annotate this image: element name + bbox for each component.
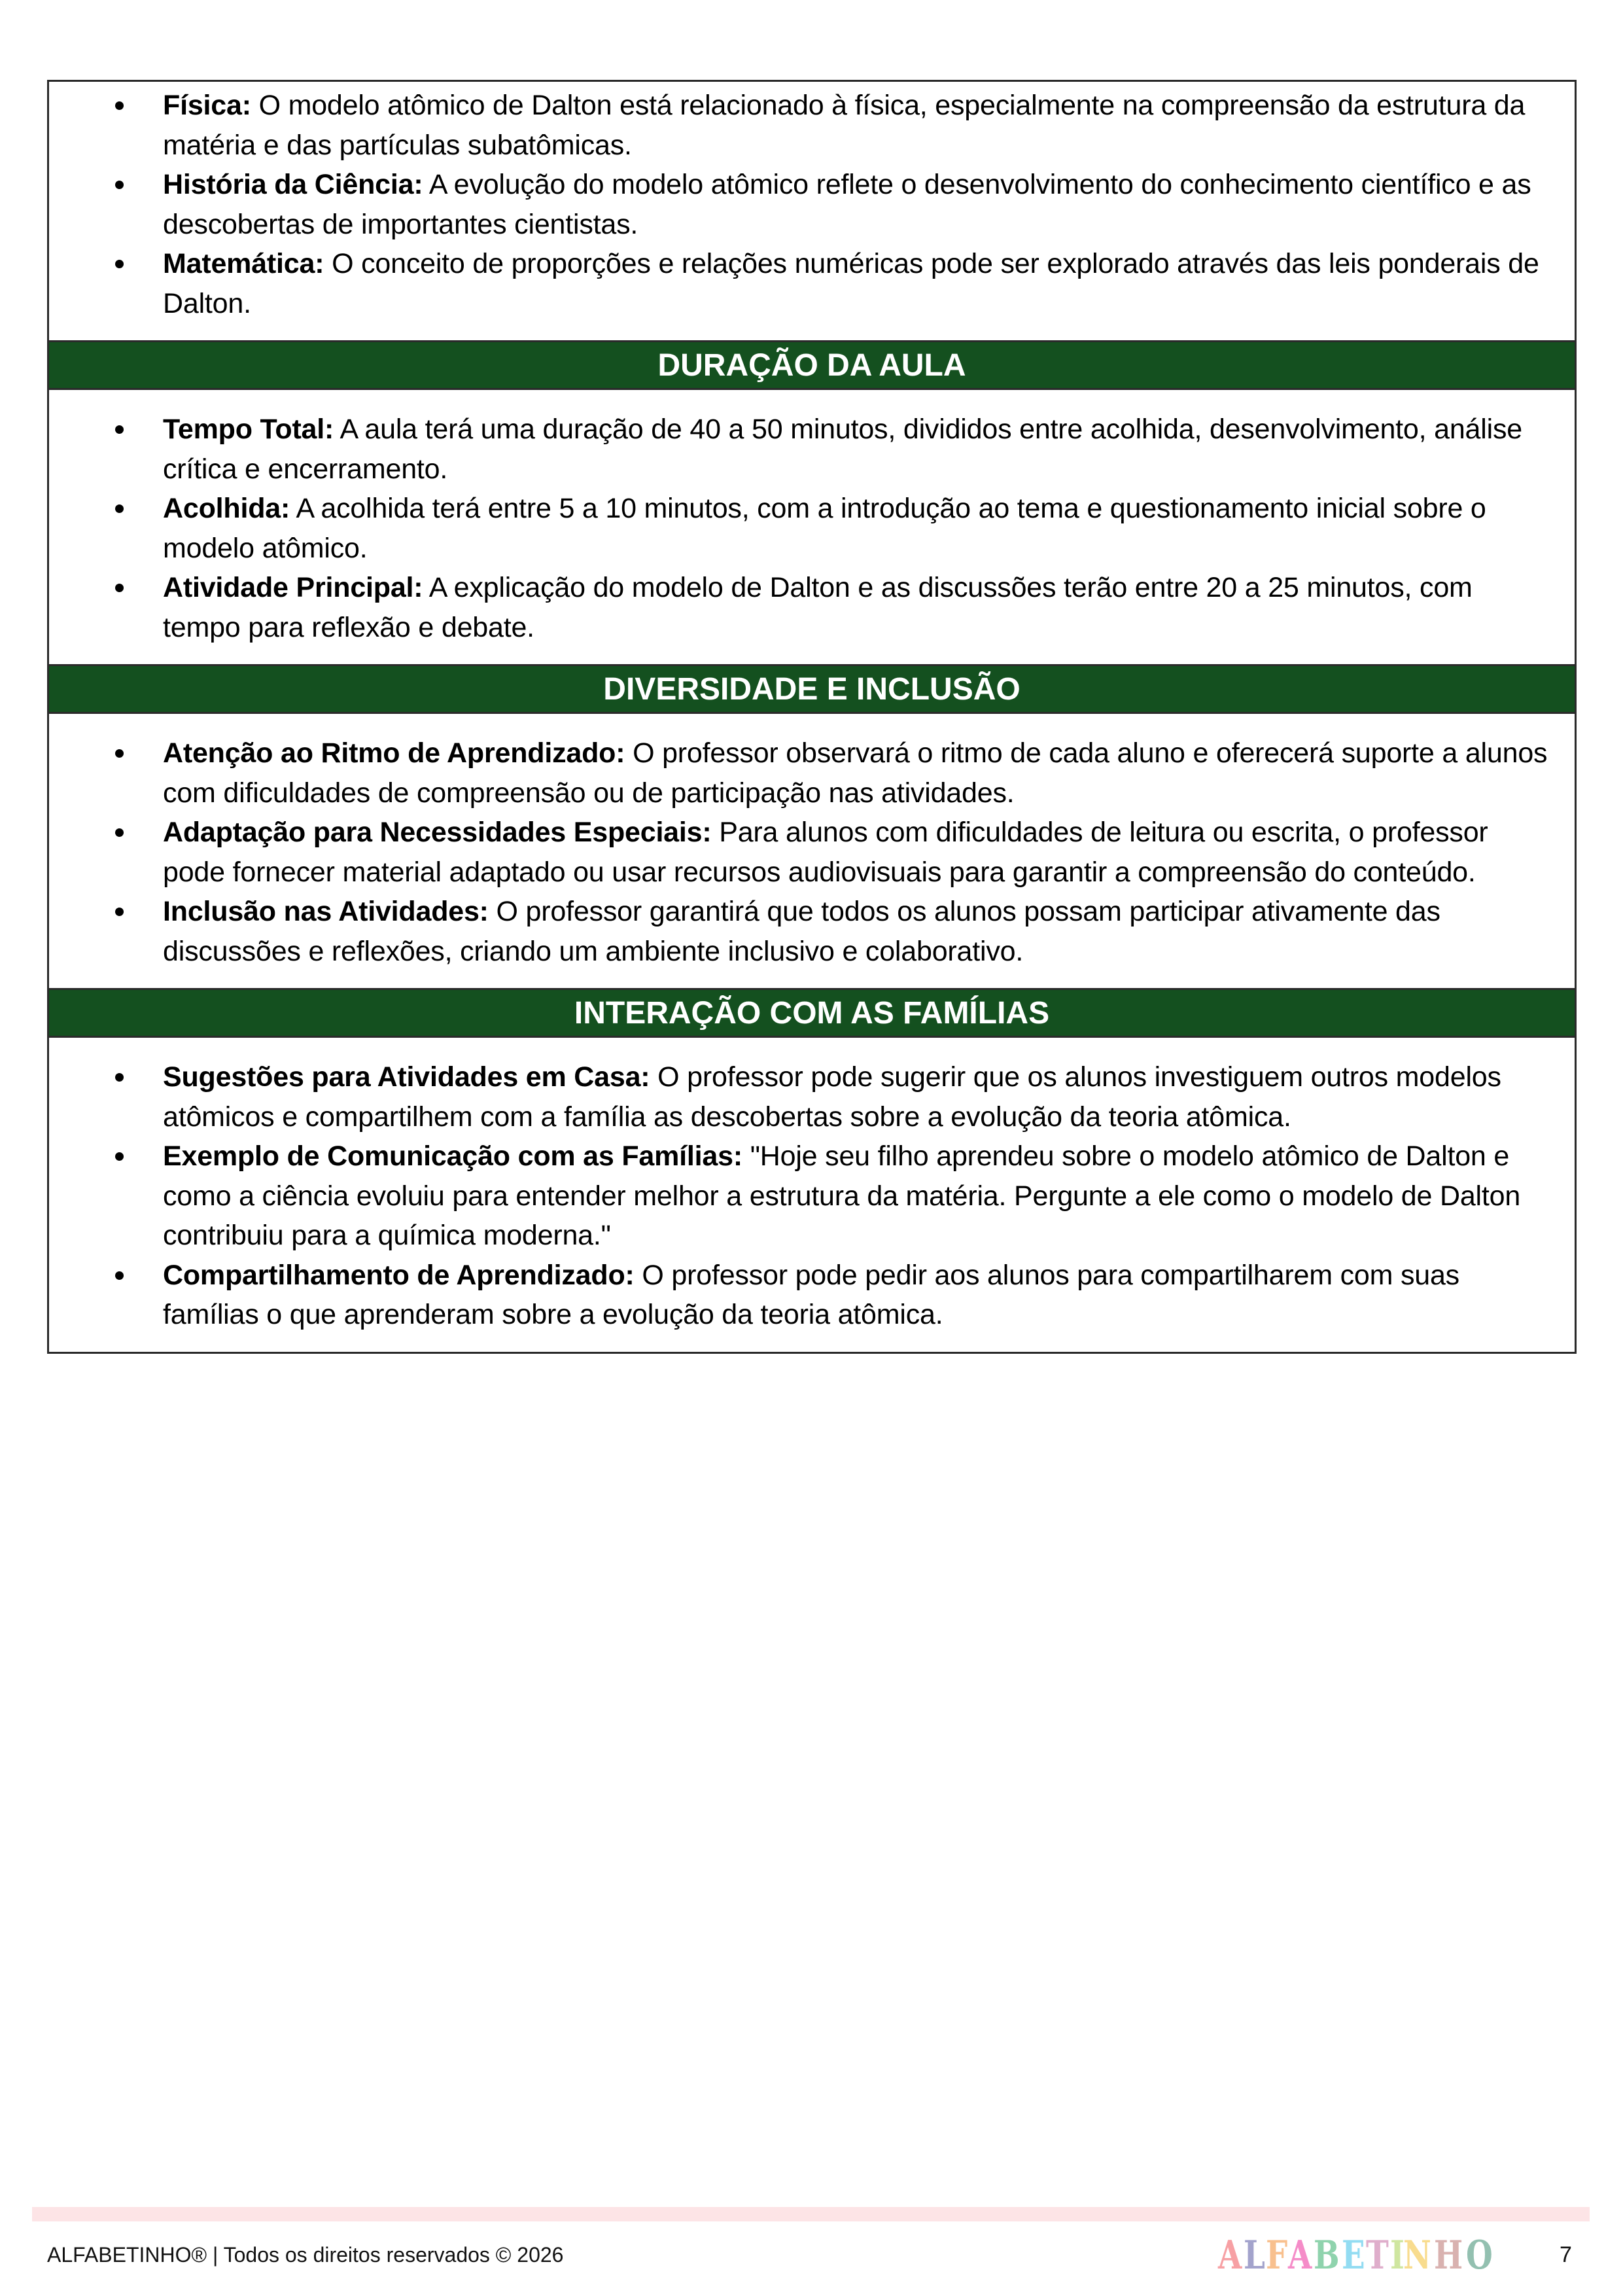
page-number: 7 [1560,2242,1572,2267]
item-term: Inclusão nas Atividades: [163,896,489,927]
bullet-icon [115,101,124,110]
bullet-icon [115,181,124,189]
list-item [49,165,1575,244]
item-term: Física: [163,90,251,121]
section-header-duracao: DURAÇÃO DA AULA [49,340,1575,390]
item-text: "Hoje seu filho aprendeu sobre o modelo atômico de Dalton e como a ciência evoluiu para entender melhor a estrutura da matéria. Pergunte a ele como o modelo de Dalton contribuiu para a química moderna." [163,1140,1521,1251]
logo-letter: B [1313,2233,1340,2278]
bullet-list [49,86,1575,323]
logo-letter: A [1288,2233,1313,2278]
logo-letter: A [1218,2233,1243,2278]
bullet-icon [115,1271,124,1280]
item-term: Atenção ao Ritmo de Aprendizado: [163,737,625,769]
section-diversidade-body [49,714,1575,988]
list-item [49,1256,1575,1335]
list-item [49,489,1575,568]
section-header-familias: INTERAÇÃO COM AS FAMÍLIAS [49,988,1575,1038]
footer-copyright: ALFABETINHO® | Todos os direitos reservados © 2026 [47,2243,564,2267]
bullet-icon [115,828,124,837]
item-text: A acolhida terá entre 5 a 10 minutos, com a introdução ao tema e questionamento inicial sobre o modelo atômico. [163,493,1486,564]
section-interdisciplinary-body [49,82,1575,340]
bullet-icon [115,260,124,268]
logo-letter: L [1243,2233,1266,2278]
logo-letter: O [1465,2233,1493,2278]
item-text: O professor garantirá que todos os alunos possam participar ativamente das discussões e reflexões, criando um ambiente inclusivo e colaborativo. [163,896,1440,967]
list-item [49,1137,1575,1256]
item-text: O professor pode sugerir que os alunos investiguem outros modelos atômicos e compartilhem com a família as descobertas sobre a evolução da teoria atômica. [163,1061,1501,1133]
logo-letter: N [1403,2233,1432,2278]
item-term: Matemática: [163,248,324,279]
item-term: História da Ciência: [163,169,423,200]
item-text: A evolução do modelo atômico reflete o desenvolvimento do conhecimento científico e as descobertas de importantes cientistas. [163,169,1531,240]
logo-letter: I [1390,2233,1405,2278]
item-term: Acolhida: [163,493,290,524]
bullet-icon [115,749,124,758]
section-duracao-body [49,390,1575,664]
list-item [49,813,1575,892]
item-text: O conceito de proporções e relações numéricas pode ser explorado através das leis ponderais de Dalton. [163,248,1539,319]
footer-divider-bar [32,2207,1590,2221]
bullet-list [49,1057,1575,1335]
section-familias-body [49,1038,1575,1352]
bullet-icon [115,425,124,434]
list-item [49,568,1575,647]
bullet-icon [115,1152,124,1161]
item-term: Atividade Principal: [163,572,423,603]
list-item [49,244,1575,323]
bullet-icon [115,908,124,916]
item-text: Para alunos com dificuldades de leitura ou escrita, o professor pode fornecer material adaptado ou usar recursos audiovisuais para garantir a compreensão do conteúdo. [163,817,1488,888]
list-item [49,733,1575,813]
list-item [49,892,1575,971]
section-header-diversidade: DIVERSIDADE E INCLUSÃO [49,664,1575,714]
logo-letter: T [1366,2233,1389,2278]
item-text: A aula terá uma duração de 40 a 50 minutos, divididos entre acolhida, desenvolvimento, análise crítica e encerramento. [163,414,1522,485]
item-term: Compartilhamento de Aprendizado: [163,1259,635,1291]
lesson-plan-table [47,80,1577,1354]
bullet-list [49,733,1575,971]
list-item [49,1057,1575,1137]
list-item [49,410,1575,489]
item-text: A explicação do modelo de Dalton e as discussões terão entre 20 a 25 minutos, com tempo para reflexão e debate. [163,572,1473,643]
bullet-list [49,410,1575,647]
item-term: Tempo Total: [163,414,334,445]
logo-letter: E [1341,2233,1366,2278]
item-text: O professor observará o ritmo de cada aluno e oferecerá suporte a alunos com dificuldades de compreensão ou de participação nas atividades. [163,737,1548,809]
bullet-icon [115,584,124,592]
logo-letter: F [1265,2233,1288,2278]
list-item [49,86,1575,165]
bullet-icon [115,1073,124,1082]
bullet-icon [115,504,124,513]
item-term: Exemplo de Comunicação com as Famílias: [163,1140,742,1172]
logo-letter: H [1433,2233,1463,2278]
alfabetinho-logo [1218,2233,1495,2278]
item-term: Sugestões para Atividades em Casa: [163,1061,650,1093]
item-term: Adaptação para Necessidades Especiais: [163,817,712,848]
item-text: O modelo atômico de Dalton está relacionado à física, especialmente na compreensão da estrutura da matéria e das partículas subatômicas. [163,90,1526,161]
item-text: O professor pode pedir aos alunos para compartilharem com suas famílias o que aprenderam sobre a evolução da teoria atômica. [163,1259,1459,1330]
